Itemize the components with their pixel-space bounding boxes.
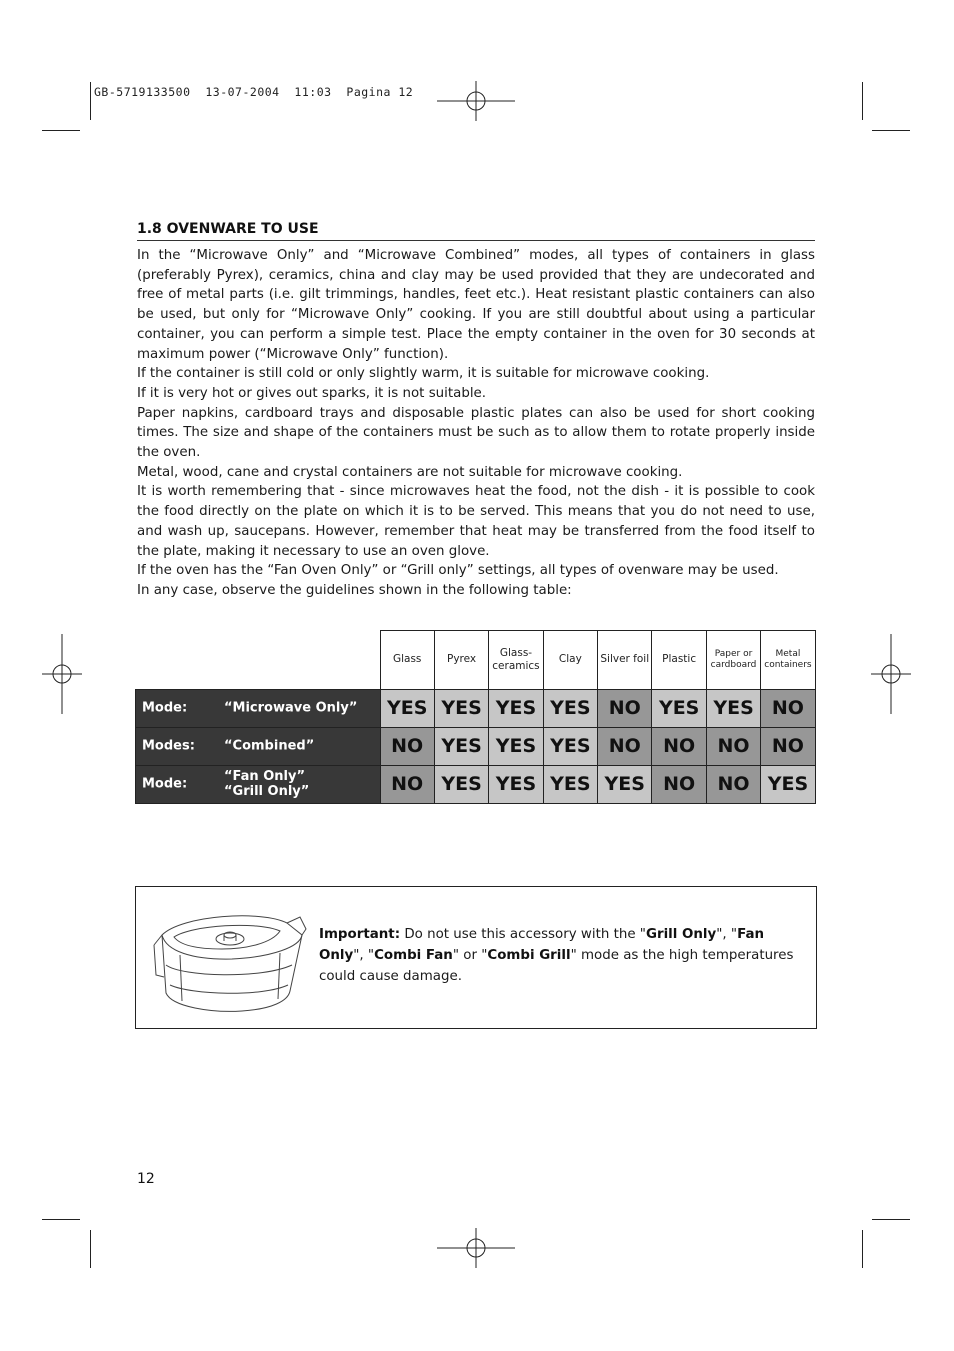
- table-row: [136, 727, 816, 765]
- paragraph: Paper napkins, cardboard trays and disposable plastic plates can also be used for short cooking times. The size and shape of the containers must be such as to allow them to rotate properly inside the oven.: [137, 405, 815, 461]
- header-line: Glass-: [499, 646, 533, 659]
- important-notice: [135, 886, 817, 1029]
- suitability-cell: YES: [434, 689, 488, 727]
- crop-mark: [862, 82, 863, 120]
- suitability-cell: YES: [761, 765, 815, 803]
- paragraph: In the “Microwave Only” and “Microwave Combined” modes, all types of containers in glass (preferably Pyrex), ceramics, china and clay may be used provided that they are undecorated and free of metal parts (i.e. gilt trimmings, handles, feet etc.). Heat resistant plastic containers can also be used, but only for “Microwave Only” cooking. If you are still doubtful about using a particular container, you can perform a simple test. Place the empty container in the oven for 30 seconds at maximum power (“Microwave Only” function).: [137, 248, 815, 362]
- mode-combi-grill: Combi Grill: [487, 948, 571, 963]
- ovenware-table: [135, 630, 816, 804]
- registration-mark-icon: [871, 634, 911, 714]
- paragraph: If the container is still cold or only slightly warm, it is suitable for microwave cooking.: [137, 366, 710, 382]
- suitability-cell: YES: [489, 727, 543, 765]
- crop-mark: [42, 1219, 80, 1220]
- notice-text-part: " or ": [452, 948, 488, 963]
- mode-name: “Combined”: [224, 738, 315, 754]
- mode-cell: [136, 727, 381, 765]
- header-line: ceramics: [492, 659, 540, 672]
- table-row: [136, 765, 816, 803]
- suitability-cell: NO: [706, 765, 760, 803]
- paragraph: In any case, observe the guidelines shown in the following table:: [137, 582, 572, 598]
- header-line: Metal: [775, 648, 801, 659]
- suitability-cell: NO: [706, 727, 760, 765]
- crop-mark: [862, 1230, 863, 1268]
- paragraph: If it is very hot or gives out sparks, it is not suitable.: [137, 385, 487, 401]
- suitability-cell: NO: [761, 689, 815, 727]
- notice-text: [319, 924, 806, 987]
- notice-text-part: ", ": [716, 927, 738, 942]
- suitability-cell: YES: [543, 689, 597, 727]
- mode-grill-only: Grill Only: [645, 927, 717, 942]
- crop-mark: [90, 1230, 91, 1268]
- suitability-cell: YES: [434, 727, 488, 765]
- column-header-silver-foil: Silver foil: [598, 631, 652, 690]
- mode-label: Mode:: [142, 700, 188, 716]
- header-line: cardboard: [710, 659, 757, 670]
- table-row: [136, 689, 816, 727]
- mode-combi-fan: Combi Fan: [374, 948, 453, 963]
- paragraph: It is worth remembering that - since microwaves heat the food, not the dish - it is possible to cook the food directly on the plate on which it is to be served. This means that you do not need to use, and wash up, saucepans. However, remember that heat may be transferred from the food itself to the plate, making it necessary to use an oven glove.: [137, 484, 815, 559]
- notice-text-part: Do not use this accessory with the ": [400, 927, 646, 942]
- column-header-plastic: Plastic: [652, 631, 706, 690]
- table-header-row: [136, 631, 816, 690]
- suitability-cell: YES: [598, 765, 652, 803]
- suitability-cell: YES: [652, 689, 706, 727]
- column-header-clay: Clay: [543, 631, 597, 690]
- suitability-cell: YES: [434, 765, 488, 803]
- suitability-cell: NO: [652, 765, 706, 803]
- suitability-cell: NO: [598, 727, 652, 765]
- mode-cell: [136, 689, 381, 727]
- notice-text-part: " mode as the high temperatures could cause damage.: [319, 948, 794, 984]
- mode-name-line: “Fan Only”: [224, 769, 305, 784]
- column-header-pyrex: Pyrex: [434, 631, 488, 690]
- mode-label: Modes:: [142, 738, 195, 754]
- column-header-glass: Glass: [380, 631, 434, 690]
- paragraph: Metal, wood, cane and crystal containers are not suitable for microwave cooking.: [137, 464, 683, 480]
- steamer-accessory-icon: [152, 905, 312, 1017]
- suitability-cell: YES: [543, 765, 597, 803]
- header-line: Paper or: [714, 648, 753, 659]
- mode-name: [224, 769, 309, 799]
- section-title: 1.8 OVENWARE TO USE: [137, 221, 319, 237]
- crop-mark: [872, 130, 910, 131]
- mode-name: “Microwave Only”: [224, 700, 358, 716]
- suitability-cell: NO: [652, 727, 706, 765]
- suitability-cell: YES: [489, 689, 543, 727]
- crop-mark: [90, 82, 91, 120]
- mode-label: Mode:: [142, 776, 188, 792]
- print-slug: GB-5719133500 13-07-2004 11:03 Pagina 12: [94, 85, 414, 99]
- column-header-glass-ceramics: [489, 631, 543, 690]
- mode-fan-only: Fan Only: [319, 927, 765, 963]
- suitability-cell: YES: [380, 689, 434, 727]
- crop-mark: [42, 130, 80, 131]
- registration-mark-icon: [437, 81, 515, 121]
- suitability-cell: YES: [489, 765, 543, 803]
- suitability-cell: NO: [380, 765, 434, 803]
- table-corner: [136, 631, 381, 690]
- mode-name-line: “Grill Only”: [224, 784, 310, 799]
- mode-cell: [136, 765, 381, 803]
- paragraph: If the oven has the “Fan Oven Only” or “Grill only” settings, all types of ovenware may be used.: [137, 563, 779, 579]
- page-number: 12: [137, 1171, 155, 1187]
- suitability-cell: NO: [761, 727, 815, 765]
- title-divider: [137, 240, 815, 241]
- registration-mark-icon: [42, 634, 82, 714]
- column-header-metal-containers: [761, 631, 815, 690]
- crop-mark: [872, 1219, 910, 1220]
- suitability-cell: NO: [380, 727, 434, 765]
- suitability-cell: YES: [706, 689, 760, 727]
- suitability-cell: YES: [543, 727, 597, 765]
- important-label: Important:: [319, 927, 401, 942]
- suitability-cell: NO: [598, 689, 652, 727]
- header-line: containers: [764, 659, 812, 670]
- registration-mark-icon: [437, 1228, 515, 1268]
- body-text: [137, 246, 815, 601]
- notice-text-part: ", ": [353, 948, 375, 963]
- column-header-paper-cardboard: [706, 631, 760, 690]
